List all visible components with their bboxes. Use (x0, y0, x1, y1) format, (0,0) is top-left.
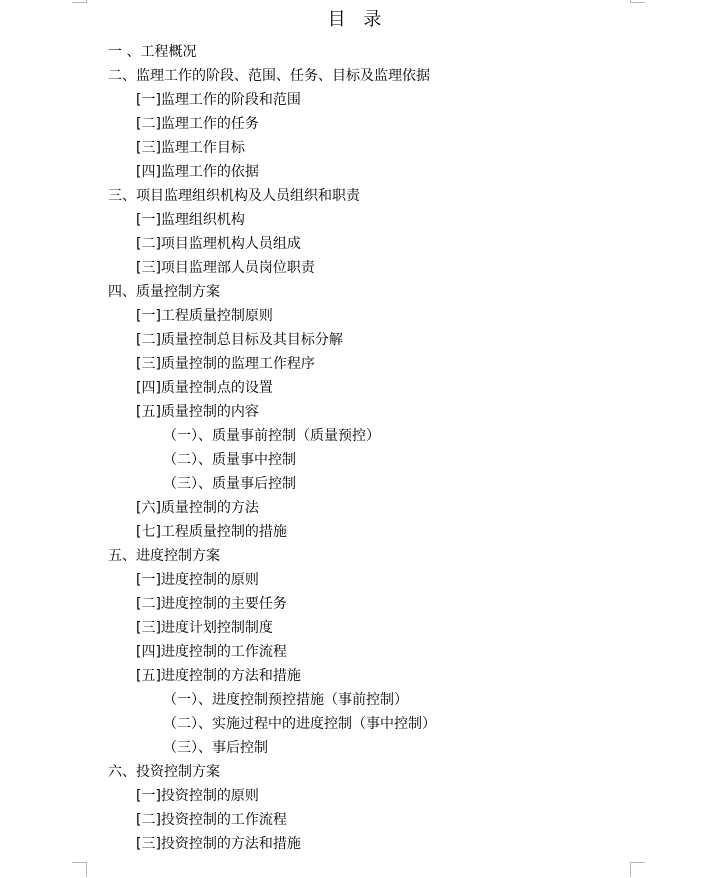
toc-entry-level3[interactable]: （一）、质量事前控制（质量预控） (163, 428, 380, 444)
toc-entry-level2[interactable]: [六]质量控制的方法 (136, 500, 259, 516)
toc-entry-level1[interactable]: 五、进度控制方案 (108, 548, 220, 564)
page-corner-mark (72, 862, 87, 877)
toc-entry-level2[interactable]: [二]进度控制的主要任务 (136, 596, 287, 612)
toc-entry-level2[interactable]: [三]投资控制的方法和措施 (136, 836, 301, 852)
toc-entry-level3[interactable]: （二）、质量事中控制 (163, 452, 296, 468)
toc-entry-level2[interactable]: [一]监理组织机构 (136, 212, 245, 228)
toc-entry-level2[interactable]: [二]质量控制总目标及其目标分解 (136, 332, 343, 348)
toc-entry-level1[interactable]: 一 、工程概况 (108, 44, 197, 60)
toc-entry-level3[interactable]: （三）、质量事后控制 (163, 476, 296, 492)
toc-entry-level2[interactable]: [一]投资控制的原则 (136, 788, 259, 804)
toc-entry-level1[interactable]: 六、投资控制方案 (108, 764, 220, 780)
toc-entry-level2[interactable]: [五]进度控制的方法和措施 (136, 668, 301, 684)
toc-entry-level2[interactable]: [四]质量控制点的设置 (136, 380, 273, 396)
toc-entry-level2[interactable]: [二]项目监理机构人员组成 (136, 236, 301, 252)
toc-entry-level1[interactable]: 三、项目监理组织机构及人员组织和职责 (108, 188, 360, 204)
toc-entry-level2[interactable]: [三]质量控制的监理工作程序 (136, 356, 315, 372)
toc-entry-level1[interactable]: 四、质量控制方案 (108, 284, 220, 300)
toc-entry-level3[interactable]: （一）、进度控制预控措施（事前控制） (163, 692, 408, 708)
toc-entry-level3[interactable]: （二）、实施过程中的进度控制（事中控制） (163, 716, 436, 732)
toc-entry-level2[interactable]: [三]监理工作目标 (136, 140, 245, 156)
toc-entry-level2[interactable]: [一]工程质量控制原则 (136, 308, 273, 324)
page-corner-mark (630, 0, 645, 3)
toc-entry-level2[interactable]: [三]进度计划控制制度 (136, 620, 273, 636)
toc-entry-level2[interactable]: [三]项目监理部人员岗位职责 (136, 260, 315, 276)
toc-entry-level2[interactable]: [二]投资控制的工作流程 (136, 812, 287, 828)
toc-entry-level2[interactable]: [五]质量控制的内容 (136, 404, 259, 420)
toc-entry-level2[interactable]: [四]监理工作的依据 (136, 164, 259, 180)
toc-entry-level2[interactable]: [一]监理工作的阶段和范围 (136, 92, 301, 108)
toc-entry-level3[interactable]: （三）、事后控制 (163, 740, 268, 756)
page-corner-mark (630, 862, 645, 877)
table-of-contents (0, 40, 715, 856)
toc-entry-level2[interactable]: [一]进度控制的原则 (136, 572, 259, 588)
toc-entry-level2[interactable]: [二]监理工作的任务 (136, 116, 259, 132)
toc-entry-level2[interactable]: [七]工程质量控制的措施 (136, 524, 287, 540)
page-corner-mark (72, 0, 87, 3)
page-title: 目 录 (327, 9, 388, 30)
toc-entry-level2[interactable]: [四]进度控制的工作流程 (136, 644, 287, 660)
toc-entry-level1[interactable]: 二、监理工作的阶段、范围、任务、目标及监理依据 (108, 68, 430, 84)
